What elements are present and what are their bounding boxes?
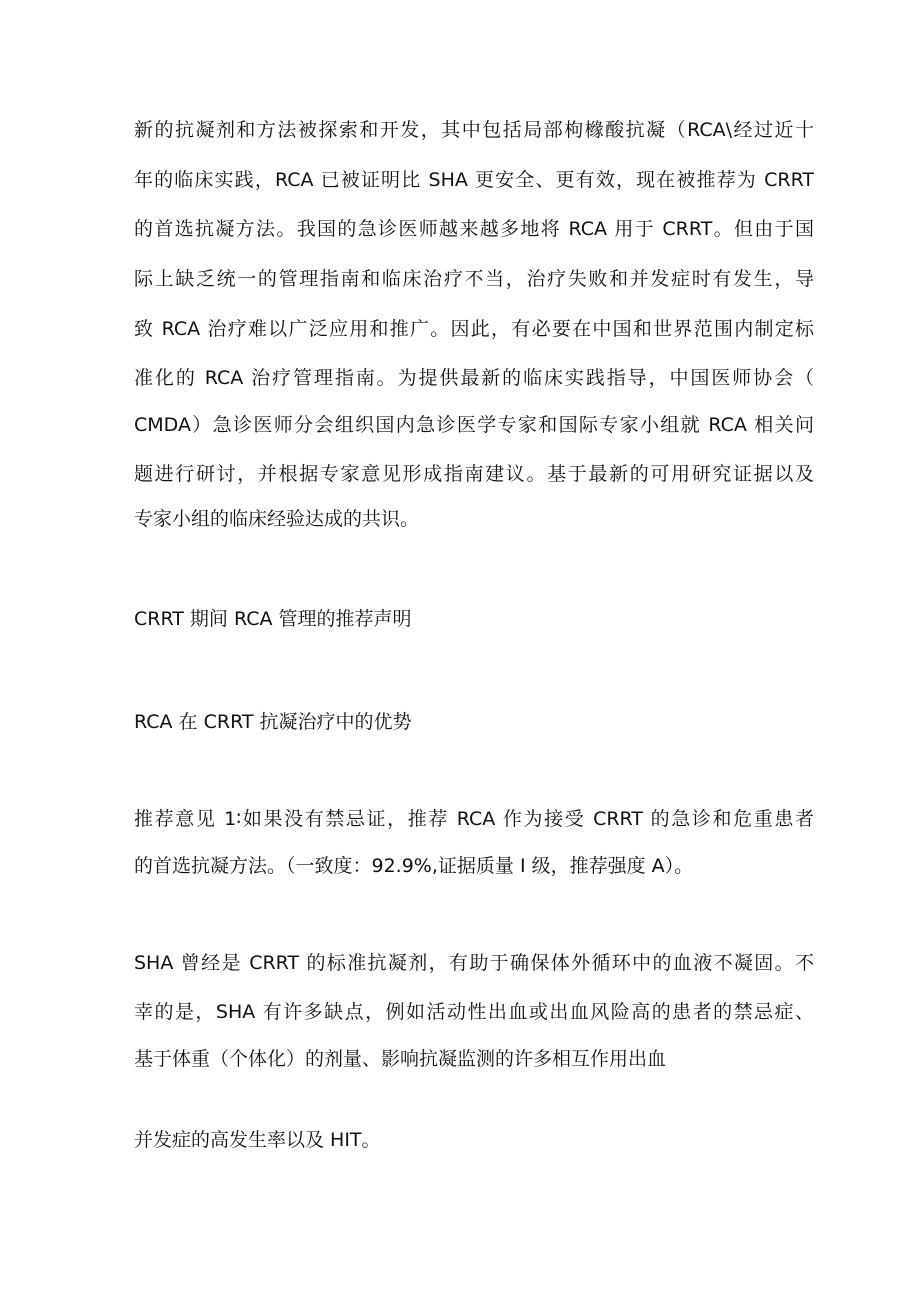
intro-line-6: 准化的 RCA 治疗管理指南。为提供最新的临床实践指导，中国医师协会（: [134, 367, 814, 389]
intro-line-4: 际上缺乏统一的管理指南和临床治疗不当，治疗失败和并发症时有发生，导: [134, 268, 814, 290]
intro-line-2: 年的临床实践，RCA 已被证明比 SHA 更安全、更有效，现在被推荐为 CRRT: [134, 169, 814, 191]
intro-line-1: 新的抗凝剂和方法被探索和开发，其中包括局部枸橼酸抗凝（RCA\经过近十: [134, 119, 814, 141]
intro-line-9: 专家小组的临床经验达成的共识。: [134, 508, 420, 530]
intro-line-3: 的首选抗凝方法。我国的急诊医师越来越多地将 RCA 用于 CRRT。但由于国: [134, 218, 814, 240]
sha-continuation-line: 并发症的高发生率以及 HIT。: [134, 1129, 381, 1151]
intro-line-5: 致 RCA 治疗难以广泛应用和推广。因此，有必要在中国和世界范围内制定标: [134, 318, 814, 340]
intro-line-7: CMDA）急诊医师分会组织国内急诊医学专家和国际专家小组就 RCA 相关问: [134, 414, 814, 436]
sha-line-1: SHA 曾经是 CRRT 的标准抗凝剂，有助于确保体外循环中的血液不凝固。不: [134, 952, 814, 974]
section-heading: CRRT 期间 RCA 管理的推荐声明: [134, 608, 412, 630]
subsection-heading: RCA 在 CRRT 抗凝治疗中的优势: [134, 711, 412, 733]
recommendation-line-2: 的首选抗凝方法。（一致度：92.9%,证据质量 I 级，推荐强度 A）。: [134, 855, 694, 877]
sha-line-2: 幸的是，SHA 有许多缺点，例如活动性出血或出血风险高的患者的禁忌症、: [134, 1001, 814, 1023]
recommendation-line-1: 推荐意见 1∶如果没有禁忌证，推荐 RCA 作为接受 CRRT 的急诊和危重患者: [134, 808, 814, 830]
intro-line-8: 题进行研讨，并根据专家意见形成指南建议。基于最新的可用研究证据以及: [134, 463, 814, 485]
sha-line-3: 基于体重（个体化）的剂量、影响抗凝监测的许多相互作用出血: [134, 1048, 667, 1070]
